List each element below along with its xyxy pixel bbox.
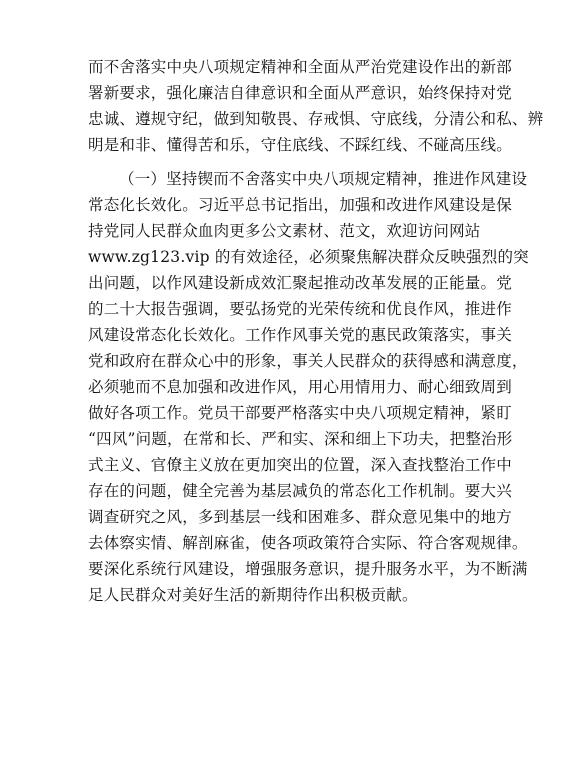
text-line: 存在的问题，健全完善为基层减负的常态化工作机制。要大兴: [88, 482, 512, 500]
text-line: 署新要求，强化廉洁自律意识和全面从严意识，始终保持对党: [88, 84, 512, 102]
text-line: 党和政府在群众心中的形象，事关人民群众的获得感和满意度，: [88, 352, 528, 370]
text-line: 风建设常态化长效化。工作作风事关党的惠民政策落实，事关: [88, 326, 512, 344]
text-line: 要深化系统行风建设，增强服务意识，提升服务水平，为不断满: [88, 560, 528, 578]
text-line: 做好各项工作。党员干部要严格落实中央八项规定精神，紧盯: [88, 404, 512, 422]
text-line: 出问题，以作风建设新成效汇聚起推动改革发展的正能量。党: [88, 274, 512, 292]
paragraph-1: [88, 54, 544, 158]
text-line: 而不舍落实中央八项规定精神和全面从严治党建设作出的新部: [88, 58, 512, 76]
paragraph-gap: [88, 158, 502, 166]
text-line: “四风”问题，在常和长、严和实、深和细上下功夫，把整治形: [88, 430, 513, 448]
text-line: 去体察实情、解剖麻雀，使各项政策符合实际、符合客观规律。: [88, 534, 528, 552]
text-line: 明是和非、懂得苦和乐，守住底线、不踩红线、不碰高压线。: [88, 136, 512, 154]
document-page: [88, 54, 544, 608]
text-line: 常态化长效化。习近平总书记指出，加强和改进作风建设是保: [88, 196, 512, 214]
section-heading-line: （一）坚持锲而不舍落实中央八项规定精神，推进作风建设: [119, 170, 528, 188]
text-line: 的二十大报告强调，要弘扬党的光荣传统和优良作风，推进作: [88, 300, 512, 318]
text-line: www.zg123.vip 的有效途径，必须聚焦解决群众反映强烈的突: [88, 248, 529, 266]
text-line: 持党同人民群众血肉更多公文素材、范文，欢迎访问网站: [88, 222, 481, 240]
text-line: 足人民群众对美好生活的新期待作出积极贡献。: [88, 586, 418, 604]
text-line: 调查研究之风，多到基层一线和困难多、群众意见集中的地方: [88, 508, 512, 526]
text-line: 忠诚、遵规守纪，做到知敬畏、存戒惧、守底线，分清公和私、辨: [88, 110, 544, 128]
paragraph-2: [88, 166, 529, 608]
text-line: 式主义、官僚主义放在更加突出的位置，深入查找整治工作中: [88, 456, 512, 474]
text-line: 必须驰而不息加强和改进作风，用心用情用力、耐心细致周到: [88, 378, 512, 396]
